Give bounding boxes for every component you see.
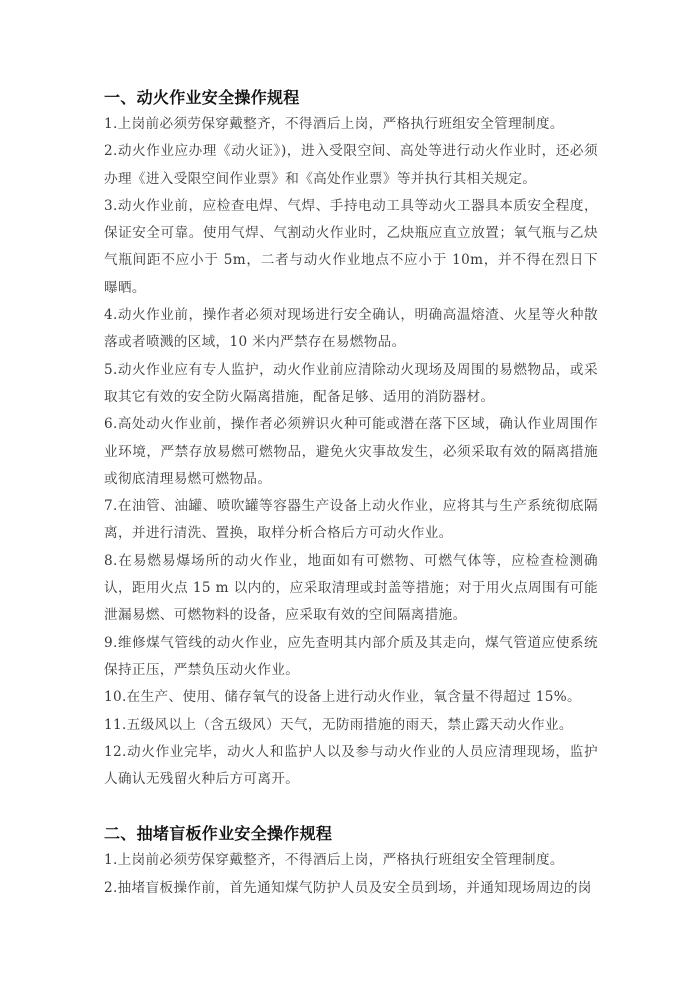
- rule-item: 2.动火作业应办理《动火证》)，进入受限空间、高处等进行动火作业时，还必须办理《进入受限空间作业票》和《高处作业票》等并执行其相关规定。: [104, 143, 598, 187]
- rule-item: 3.动火作业前，应检查电焊、气焊、手持电动工具等动火工器具本质安全程度，保证安全可靠。使用气焊、气割动火作业时，乙炔瓶应直立放置；氧气瓶与乙炔气瓶间距不应小于 5m，二者与动火作业地点不应小于 10m，并不得在烈日下曝晒。: [104, 197, 598, 296]
- rule-item: 11.五级风以上（含五级风）天气，无防雨措施的雨天，禁止露天动火作业。: [104, 716, 573, 733]
- rule-item: 7.在油管、油罐、喷吹罐等容器生产设备上动火作业，应将其与生产系统彻底隔离，并进行清洗、置换，取样分析合格后方可动火作业。: [104, 498, 598, 542]
- document-page: [104, 84, 598, 902]
- rule-item: 12.动火作业完毕，动火人和监护人以及参与动火作业的人员应清理现场，监护人确认无残留火种后方可离开。: [104, 743, 598, 788]
- rule-item: 10.在生产、使用、储存氧气的设备上进行动火作业，氧含量不得超过 15%。: [104, 689, 581, 706]
- section-hot-work: [104, 84, 598, 793]
- rule-item: 6.高处动火作业前，操作者必须辨识火种可能或潜在落下区域，确认作业周围作业环境，严禁存放易燃可燃物品，避免火灾事故发生，必须采取有效的隔离措施或彻底清理易燃可燃物品。: [104, 416, 598, 487]
- rule-item: 4.动火作业前，操作者必须对现场进行安全确认，明确高温熔渣、火星等火种散落或者喷溅的区域，10 米内严禁存在易燃物品。: [104, 307, 598, 351]
- rule-item: 5.动火作业应有专人监护，动火作业前应清除动火现场及周围的易燃物品，或采取其它有效的安全防火隔离措施，配备足够、适用的消防器材。: [104, 361, 598, 405]
- rule-item: 8.在易燃易爆场所的动火作业，地面如有可燃物、可燃气体等，应检查检测确认，距用火点 15 m 以内的，应采取清理或封盖等措施；对于用火点周围有可能泄漏易燃、可燃物料的设备，应采取有效的空间隔离措施。: [104, 552, 598, 624]
- section-heading: 二、抽堵盲板作业安全操作规程: [104, 824, 333, 844]
- rule-item: 1.上岗前必须劳保穿戴整齐，不得酒后上岗，严格执行班组安全管理制度。: [104, 852, 564, 869]
- section-blind-plate: [104, 820, 598, 902]
- rule-item: 2.抽堵盲板操作前，首先通知煤气防护人员及安全员到场，并通知现场周边的岗: [104, 879, 592, 896]
- rule-item: 1.上岗前必须劳保穿戴整齐，不得酒后上岗，严格执行班组安全管理制度。: [104, 116, 564, 132]
- section-heading: 一、动火作业安全操作规程: [104, 88, 300, 107]
- rule-item: 9.维修煤气管线的动火作业，应先查明其内部介质及其走向，煤气管道应使系统保持正压，严禁负压动火作业。: [104, 634, 598, 678]
